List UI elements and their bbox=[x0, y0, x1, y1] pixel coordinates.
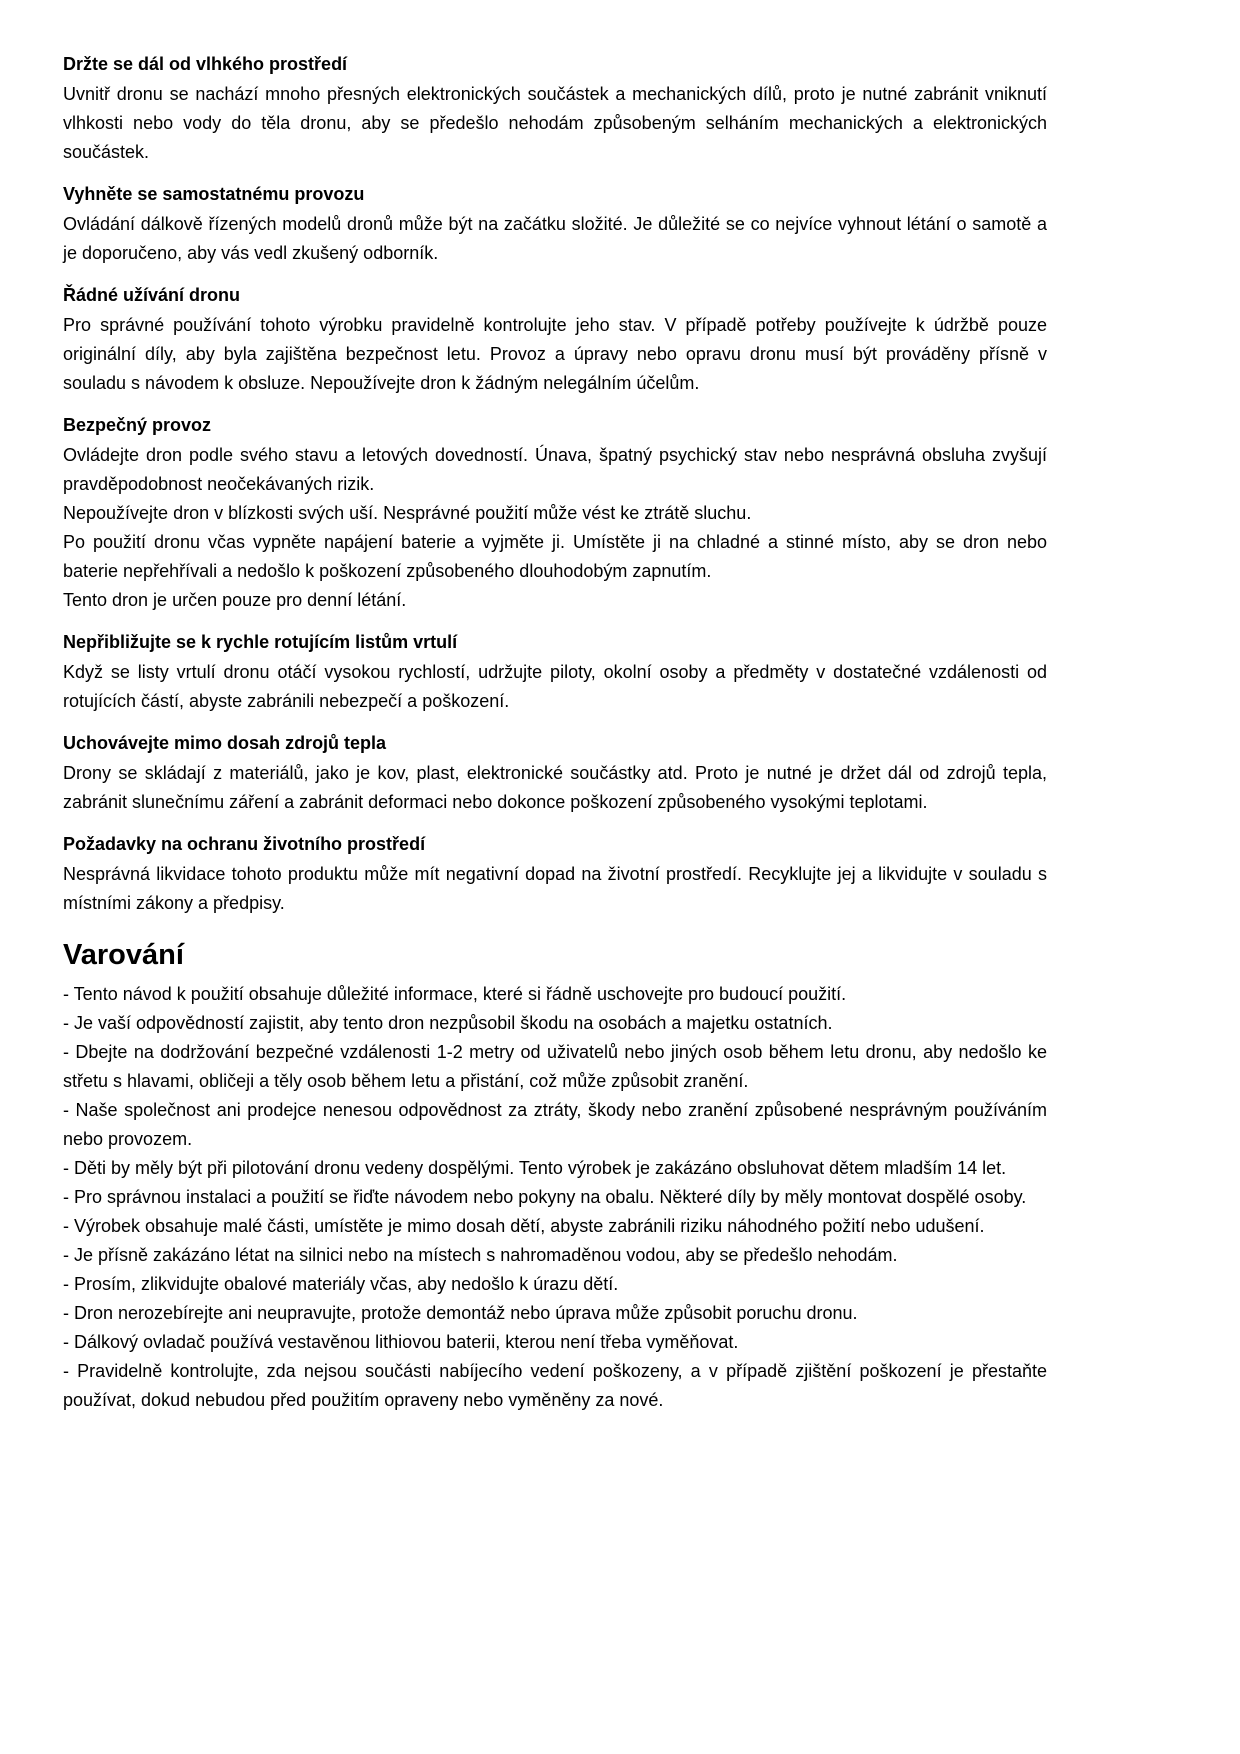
section-paragraph: Ovládejte dron podle svého stavu a letových dovedností. Únava, špatný psychický stav nebo nesprávná obsluha zvyšují pravděpodobnost neočekávaných rizik. bbox=[63, 445, 1047, 494]
section-paragraph: Drony se skládají z materiálů, jako je kov, plast, elektronické součástky atd. Proto je nutné je držet dál od zdrojů tepla, zabránit slunečnímu záření a zabránit deformaci nebo dokonce poškození způsobeného vysokými teplotami. bbox=[63, 763, 1047, 812]
section-paragraph: Tento dron je určen pouze pro denní létání. bbox=[63, 590, 407, 610]
warning-item: - Děti by měly být při pilotování dronu vedeny dospělými. Tento výrobek je zakázáno obsluhovat dětem mladším 14 let. bbox=[63, 1158, 1007, 1178]
section-heading: Řádné užívání dronu bbox=[63, 285, 241, 305]
warning-item: - Tento návod k použití obsahuje důležité informace, které si řádně uschovejte pro budoucí použití. bbox=[63, 984, 847, 1004]
section-paragraph: Ovládání dálkově řízených modelů dronů může být na začátku složité. Je důležité se co nejvíce vyhnout létání o samotě a je doporučeno, aby vás vedl zkušený odborník. bbox=[63, 214, 1047, 263]
section-heading: Nepřibližujte se k rychle rotujícím listům vrtulí bbox=[63, 632, 458, 652]
doc-section bbox=[63, 180, 1047, 268]
doc-section bbox=[63, 281, 1047, 398]
warning-item: - Pravidelně kontrolujte, zda nejsou součásti nabíjecího vedení poškozeny, a v případě zjištění poškození je přestaňte používat, dokud nebudou před použitím opraveny nebo vyměněny za nové. bbox=[63, 1361, 1047, 1410]
warning-item: - Dbejte na dodržování bezpečné vzdálenosti 1-2 metry od uživatelů nebo jiných osob během letu dronu, aby nedošlo ke střetu s hlavami, obličeji a těly osob během letu a přistání, což může způsobit zranění. bbox=[63, 1042, 1047, 1091]
section-heading: Držte se dál od vlhkého prostředí bbox=[63, 54, 348, 74]
doc-section bbox=[63, 830, 1047, 918]
warning-item: - Je vaší odpovědností zajistit, aby tento dron nezpůsobil škodu na osobách a majetku ostatních. bbox=[63, 1013, 833, 1033]
section-paragraph: Uvnitř dronu se nachází mnoho přesných elektronických součástek a mechanických dílů, proto je nutné zabránit vniknutí vlhkosti nebo vody do těla dronu, aby se předešlo nehodám způsobeným selháním mechanických a elektronických součástek. bbox=[63, 84, 1047, 162]
doc-section bbox=[63, 628, 1047, 716]
warning-item: - Dálkový ovladač používá vestavěnou lithiovou baterii, kterou není třeba vyměňovat. bbox=[63, 1332, 739, 1352]
section-heading: Uchovávejte mimo dosah zdrojů tepla bbox=[63, 733, 387, 753]
section-paragraph: Když se listy vrtulí dronu otáčí vysokou rychlostí, udržujte piloty, okolní osoby a předměty v dostatečné vzdálenosti od rotujících částí, abyste zabránili nebezpečí a poškození. bbox=[63, 662, 1047, 711]
section-heading: Požadavky na ochranu životního prostředí bbox=[63, 834, 426, 854]
warning-item: - Pro správnou instalaci a použití se řiďte návodem nebo pokyny na obalu. Některé díly by měly montovat dospělé osoby. bbox=[63, 1187, 1027, 1207]
section-paragraph: Nepoužívejte dron v blízkosti svých uší. Nesprávné použití může vést ke ztrátě sluchu. bbox=[63, 503, 752, 523]
section-heading: Vyhněte se samostatnému provozu bbox=[63, 184, 365, 204]
warning-item: - Prosím, zlikvidujte obalové materiály včas, aby nedošlo k úrazu dětí. bbox=[63, 1274, 619, 1294]
warning-item: - Naše společnost ani prodejce nenesou odpovědnost za ztráty, škody nebo zranění způsobené nesprávným používáním nebo provozem. bbox=[63, 1100, 1047, 1149]
section-paragraph: Nesprávná likvidace tohoto produktu může mít negativní dopad na životní prostředí. Recyklujte jej a likvidujte v souladu s místními zákony a předpisy. bbox=[63, 864, 1047, 913]
warning-section bbox=[63, 936, 1047, 1415]
doc-section bbox=[63, 411, 1047, 615]
section-paragraph: Pro správné používání tohoto výrobku pravidelně kontrolujte jeho stav. V případě potřeby používejte k údržbě pouze originální díly, aby byla zajištěna bezpečnost letu. Provoz a úpravy nebo opravu dronu musí být prováděny přísně v souladu s návodem k obsluze. Nepoužívejte dron k žádným nelegálním účelům. bbox=[63, 315, 1047, 393]
doc-section bbox=[63, 50, 1047, 167]
section-paragraph: Po použití dronu včas vypněte napájení baterie a vyjměte ji. Umístěte ji na chladné a stinné místo, aby se dron nebo baterie nepřehřívali a nedošlo k poškození způsobeného dlouhodobým zapnutím. bbox=[63, 532, 1047, 581]
warning-title: Varování bbox=[63, 939, 184, 971]
section-heading: Bezpečný provoz bbox=[63, 415, 212, 435]
warning-item: - Je přísně zakázáno létat na silnici nebo na místech s nahromaděnou vodou, aby se předešlo nehodám. bbox=[63, 1245, 898, 1265]
warning-item: - Dron nerozebírejte ani neupravujte, protože demontáž nebo úprava může způsobit poruchu dronu. bbox=[63, 1303, 858, 1323]
doc-section bbox=[63, 729, 1047, 817]
warning-item: - Výrobek obsahuje malé části, umístěte je mimo dosah dětí, abyste zabránili riziku náhodného požití nebo udušení. bbox=[63, 1216, 985, 1236]
